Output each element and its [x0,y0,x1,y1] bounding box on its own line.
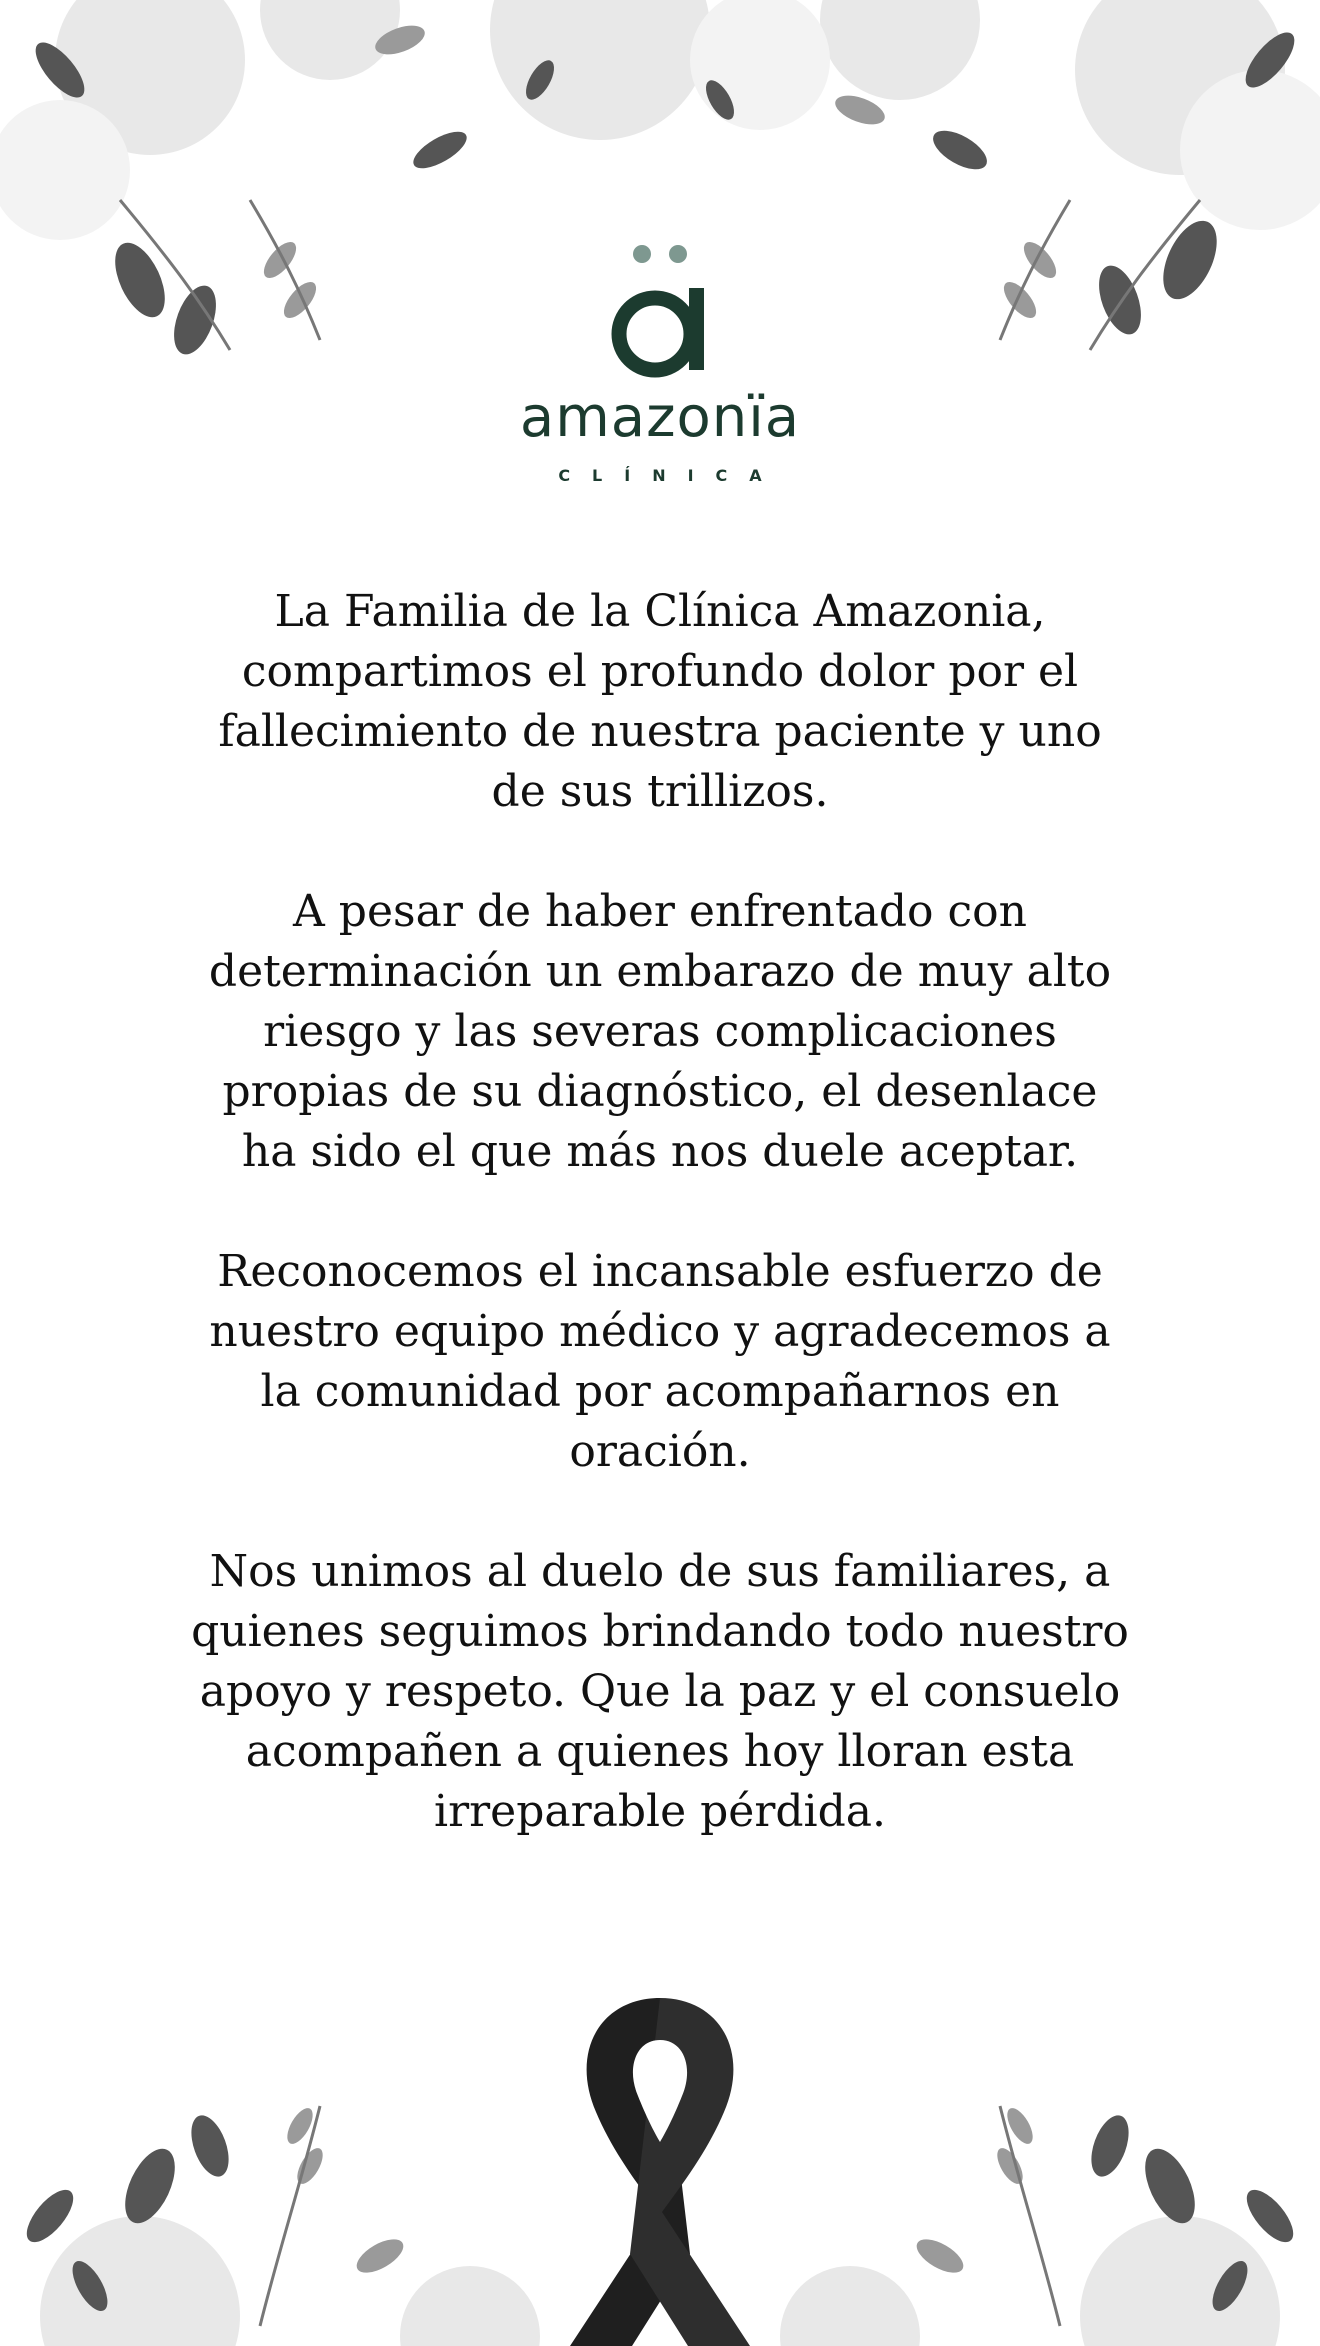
logo-subtitle: CLÍNICA [558,466,784,485]
condolence-message [190,582,1130,1902]
message-paragraph-2: A pesar de haber enfrentado con determinación un embarazo de muy alto riesgo y las severas complicaciones propias de su diagnóstico, el desenlace ha sido el que más nos duele aceptar. [208,886,1112,1177]
message-paragraph-1: La Familia de la Clínica Amazonia, compartimos el profundo dolor por el fallecimiento de nuestra paciente y uno de sus trillizos. [218,586,1102,817]
logo-a-umlaut-icon [600,236,720,386]
logo-wordmark: amazonïa [519,385,801,450]
message-paragraph-4: Nos unimos al duelo de sus familiares, a quienes seguimos brindando todo nuestro apoyo y respeto. Que la paz y el consuelo acompañen a quienes hoy lloran esta irreparable pérdida. [191,1546,1129,1837]
mourning-ribbon-icon [540,1992,780,2346]
message-paragraph-3: Reconocemos el incansable esfuerzo de nuestro equipo médico y agradecemos a la comunidad por acompañarnos en oración. [209,1246,1111,1477]
clinic-logo [0,236,1320,485]
